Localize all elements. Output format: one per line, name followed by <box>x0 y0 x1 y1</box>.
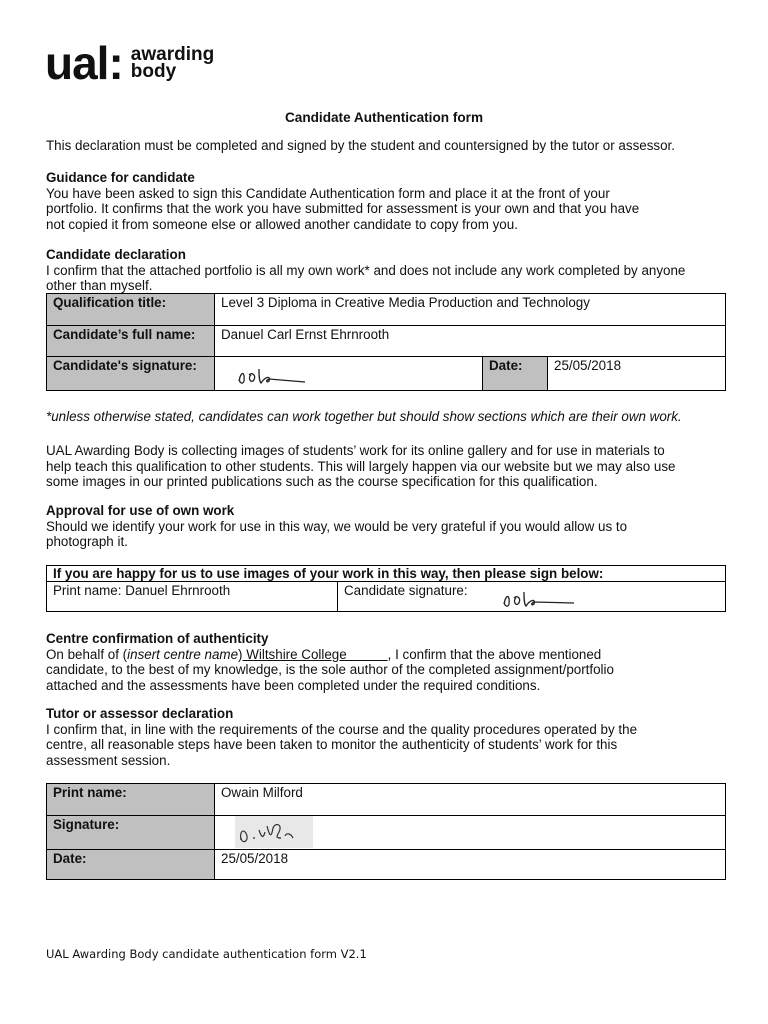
qualification-value: Level 3 Diploma in Creative Media Production and Technology <box>215 294 726 326</box>
approval-line-1: Should we identify your work for use in this way, we would be very grateful if you would allow us to <box>46 518 628 534</box>
tutor-signature-image <box>235 816 313 848</box>
tutor-line-3: assessment session. <box>46 752 171 768</box>
centre-suffix: , I confirm that the above mentioned <box>387 646 602 662</box>
gallery-section <box>46 443 726 490</box>
consent-signature-cell <box>338 582 726 612</box>
ual-logo <box>45 37 215 89</box>
page-title: Candidate Authentication form <box>284 110 484 125</box>
tutor-print-value: Owain Milford <box>215 784 726 816</box>
centre-insert-hint: insert centre name <box>127 646 239 662</box>
approval-line-2: photograph it. <box>46 534 128 549</box>
tutor-line-1: I confirm that, in line with the requirements of the course and the quality procedures operated by the <box>46 721 638 737</box>
candidate-table <box>46 293 726 391</box>
tutor-print-label: Print name: <box>47 784 215 816</box>
declaration-section <box>46 247 746 294</box>
logo-words <box>131 46 214 80</box>
intro-text: This declaration must be completed and signed by the student and countersigned by the tutor or assessor. <box>46 138 675 153</box>
gallery-line-3: some images in our printed publications such as the course specification for this qualification. <box>46 474 598 489</box>
tutor-signature-label: Signature: <box>47 816 215 850</box>
centre-line-2: candidate, to the best of my knowledge, is the sole author of the completed assignment/portfolio <box>46 662 614 677</box>
candidate-signature-cell <box>215 357 483 391</box>
qualification-label: Qualification title: <box>47 294 215 326</box>
gallery-line-1: UAL Awarding Body is collecting images of students’ work for its online gallery and for use in materials to <box>46 443 665 458</box>
consent-print-name: Print name: Danuel Ehrnrooth <box>47 582 338 612</box>
logo-mark: ual: <box>45 37 123 89</box>
tutor-date-label: Date: <box>47 850 215 880</box>
tutor-section <box>46 706 726 768</box>
candidate-name-value: Danuel Carl Ernst Ehrnrooth <box>215 326 726 357</box>
consent-signature-image <box>500 588 580 610</box>
tutor-heading: Tutor or assessor declaration <box>46 706 234 721</box>
guidance-section <box>46 170 726 232</box>
centre-name-field: Wiltshire College <box>242 646 388 662</box>
guidance-line-3: not copied it from someone else or allowed another candidate to copy from you. <box>46 216 518 232</box>
approval-section <box>46 503 726 550</box>
logo-line1: awarding <box>130 44 215 65</box>
candidate-signature-label: Candidate's signature: <box>47 357 215 391</box>
consent-header: If you are happy for us to use images of your work in this way, then please sign below: <box>47 566 726 582</box>
centre-line-3: attached and the assessments have been completed under the required conditions. <box>46 677 541 693</box>
declaration-heading: Candidate declaration <box>46 247 186 262</box>
tutor-table <box>46 783 726 880</box>
consent-signature-label: Candidate signature: <box>344 583 468 598</box>
candidate-signature-image <box>235 363 315 389</box>
centre-prefix: On behalf of ( <box>46 646 128 662</box>
guidance-line-1: You have been asked to sign this Candidate Authentication form and place it at the front of your <box>46 185 610 201</box>
declaration-line-2: other than myself. <box>46 278 153 293</box>
candidate-date-value: 25/05/2018 <box>548 357 726 391</box>
consent-table <box>46 565 726 612</box>
gallery-line-2: help teach this qualification to other students. This will largely happen via our website but we may also use <box>46 458 676 474</box>
candidate-name-label: Candidate’s full name: <box>47 326 215 357</box>
tutor-date-value: 25/05/2018 <box>215 850 726 880</box>
centre-line-1 <box>46 647 726 663</box>
candidate-date-label: Date: <box>483 357 548 391</box>
page-footer: UAL Awarding Body candidate authentication form V2.1 <box>46 947 367 961</box>
declaration-line-1: I confirm that the attached portfolio is all my own work* and does not include any work completed by anyone <box>46 262 686 278</box>
tutor-line-2: centre, all reasonable steps have been taken to monitor the authenticity of students’ work for this <box>46 737 618 752</box>
guidance-line-2: portfolio. It confirms that the work you have submitted for assessment is your own and that you have <box>46 201 640 216</box>
guidance-heading: Guidance for candidate <box>46 170 195 185</box>
centre-mid: ) <box>238 646 243 662</box>
centre-heading: Centre confirmation of authenticity <box>46 631 269 646</box>
note-text: *unless otherwise stated, candidates can work together but should show sections which are their own work. <box>46 409 682 424</box>
centre-section <box>46 631 726 693</box>
approval-heading: Approval for use of own work <box>46 503 235 518</box>
logo-line2: body <box>130 61 177 82</box>
tutor-signature-cell <box>215 816 726 850</box>
